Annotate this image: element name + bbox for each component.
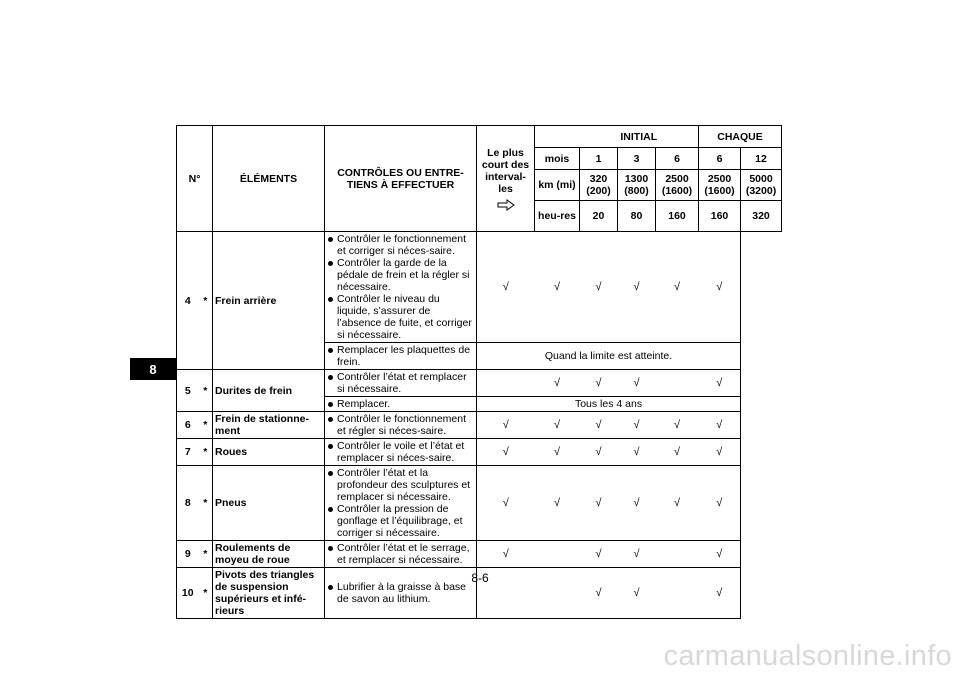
check-mark: √ (535, 370, 580, 397)
interval-note: Quand la limite est atteinte. (477, 343, 741, 370)
mois-value: 6 (656, 148, 699, 170)
check-mark: √ (618, 466, 656, 541)
row-controls (325, 466, 477, 541)
check-mark: √ (580, 232, 618, 343)
row-controls (325, 439, 477, 466)
check-mark: √ (580, 439, 618, 466)
check-mark: √ (580, 370, 618, 397)
list-item: Contrôler l’état et la profondeur des sculptures et remplacer si nécessaire. (327, 467, 474, 503)
row-controls (325, 232, 477, 343)
list-item: Remplacer les plaquettes de frein. (327, 344, 474, 368)
mois-value: 1 (580, 148, 618, 170)
heures-value: 320 (741, 201, 782, 232)
row-number: 7 (177, 439, 199, 466)
list-item: Contrôler le voile et l’état et remplacer si néces-saire. (327, 440, 474, 464)
arrow-right-outline-icon (497, 199, 515, 211)
row-element: Pneus (213, 466, 325, 541)
mois-label: mois (535, 148, 580, 170)
list-item: Contrôler l’état et le serrage, et remplacer si nécessaire. (327, 542, 474, 566)
mois-value: 12 (741, 148, 782, 170)
header-no: N° (177, 126, 213, 232)
header-elements: ÉLÉMENTS (213, 126, 325, 232)
check-mark: √ (656, 412, 699, 439)
check-mark: √ (580, 568, 618, 619)
check-mark: √ (656, 232, 699, 343)
list-item: Contrôler la garde de la pédale de frein et la régler si nécessaire. (327, 257, 474, 293)
heures-value: 160 (656, 201, 699, 232)
heures-value: 20 (580, 201, 618, 232)
row-element: Durites de frein (213, 370, 325, 412)
check-mark: √ (618, 439, 656, 466)
interval-note: Tous les 4 ans (477, 397, 741, 412)
page-number: 8-6 (471, 571, 489, 585)
check-mark: √ (656, 439, 699, 466)
table-row (177, 541, 782, 568)
header-controls: CONTRÔLES OU ENTRE-TIENS À EFFECTUER (325, 126, 477, 232)
row-number: 8 (177, 466, 199, 541)
check-mark: √ (477, 412, 535, 439)
row-number: 4 (177, 232, 199, 370)
list-item: Contrôler le niveau du liquide, s’assurer de l’absence de fuite, et corriger si nécessaire. (327, 293, 474, 341)
check-mark: √ (535, 439, 580, 466)
check-mark: √ (580, 541, 618, 568)
row-star: * (199, 412, 213, 439)
header-initial: INITIAL (580, 126, 699, 148)
check-mark: √ (477, 439, 535, 466)
row-controls (325, 412, 477, 439)
table-row (177, 466, 782, 541)
row-star: * (199, 466, 213, 541)
table-row (177, 412, 782, 439)
check-mark: √ (699, 568, 741, 619)
check-mark: √ (580, 412, 618, 439)
mois-value: 3 (618, 148, 656, 170)
list-item: Contrôler le fonctionnement et corriger si néces-saire. (327, 233, 474, 257)
row-star: * (199, 568, 213, 619)
check-mark: √ (618, 232, 656, 343)
check-mark: √ (535, 412, 580, 439)
heures-value: 80 (618, 201, 656, 232)
check-mark: √ (618, 568, 656, 619)
section-tab: 8 (130, 358, 176, 380)
km-label: km (mi) (535, 170, 580, 201)
km-value: 5000 (3200) (741, 170, 782, 201)
check-mark: √ (699, 412, 741, 439)
check-mark: √ (699, 439, 741, 466)
check-mark: √ (699, 541, 741, 568)
check-mark: √ (699, 232, 741, 343)
maintenance-table (176, 125, 782, 619)
heures-value: 160 (699, 201, 741, 232)
row-element: Roulements de moyeu de roue (213, 541, 325, 568)
row-star: * (199, 370, 213, 412)
check-mark: √ (477, 541, 535, 568)
header-shortest-label: Le plus court des interval-les (481, 146, 530, 195)
row-star: * (199, 439, 213, 466)
table-row (177, 370, 782, 397)
row-star: * (199, 232, 213, 370)
list-item: Contrôler l’état et remplacer si nécessaire. (327, 371, 474, 395)
row-controls (325, 370, 477, 397)
km-value: 320 (200) (580, 170, 618, 201)
check-mark: √ (699, 370, 741, 397)
mois-value: 6 (699, 148, 741, 170)
list-item: Lubrifier à la graisse à base de savon au lithium. (327, 581, 474, 605)
table-row (177, 232, 782, 343)
header-chaque: CHAQUE (699, 126, 782, 148)
row-element: Pivots des triangles de suspension supérieurs et infé-rieurs (213, 568, 325, 619)
km-value: 1300 (800) (618, 170, 656, 201)
list-item: Contrôler la pression de gonflage et l’équilibrage, et corriger si nécessaire. (327, 503, 474, 539)
check-mark: √ (580, 466, 618, 541)
check-mark: √ (618, 370, 656, 397)
heures-label: heu-res (535, 201, 580, 232)
row-element: Frein arrière (213, 232, 325, 370)
row-element: Frein de stationne-ment (213, 412, 325, 439)
list-item: Remplacer. (327, 398, 474, 410)
row-element: Roues (213, 439, 325, 466)
check-mark: √ (699, 466, 741, 541)
check-mark: √ (535, 466, 580, 541)
row-star: * (199, 541, 213, 568)
watermark: carmanualsonline.info (663, 640, 952, 672)
row-controls (325, 541, 477, 568)
row-number: 9 (177, 541, 199, 568)
header-shortest-interval (477, 126, 535, 232)
row-controls (325, 397, 477, 412)
check-mark: √ (618, 412, 656, 439)
check-mark: √ (477, 232, 535, 343)
check-mark: √ (656, 466, 699, 541)
table-row (177, 439, 782, 466)
check-mark: √ (618, 541, 656, 568)
row-number: 6 (177, 412, 199, 439)
list-item: Contrôler le fonctionnement et régler si néces-saire. (327, 413, 474, 437)
row-number: 10 (177, 568, 199, 619)
km-value: 2500 (1600) (699, 170, 741, 201)
row-number: 5 (177, 370, 199, 412)
km-value: 2500 (1600) (656, 170, 699, 201)
row-controls (325, 343, 477, 370)
check-mark: √ (477, 466, 535, 541)
check-mark: √ (535, 232, 580, 343)
